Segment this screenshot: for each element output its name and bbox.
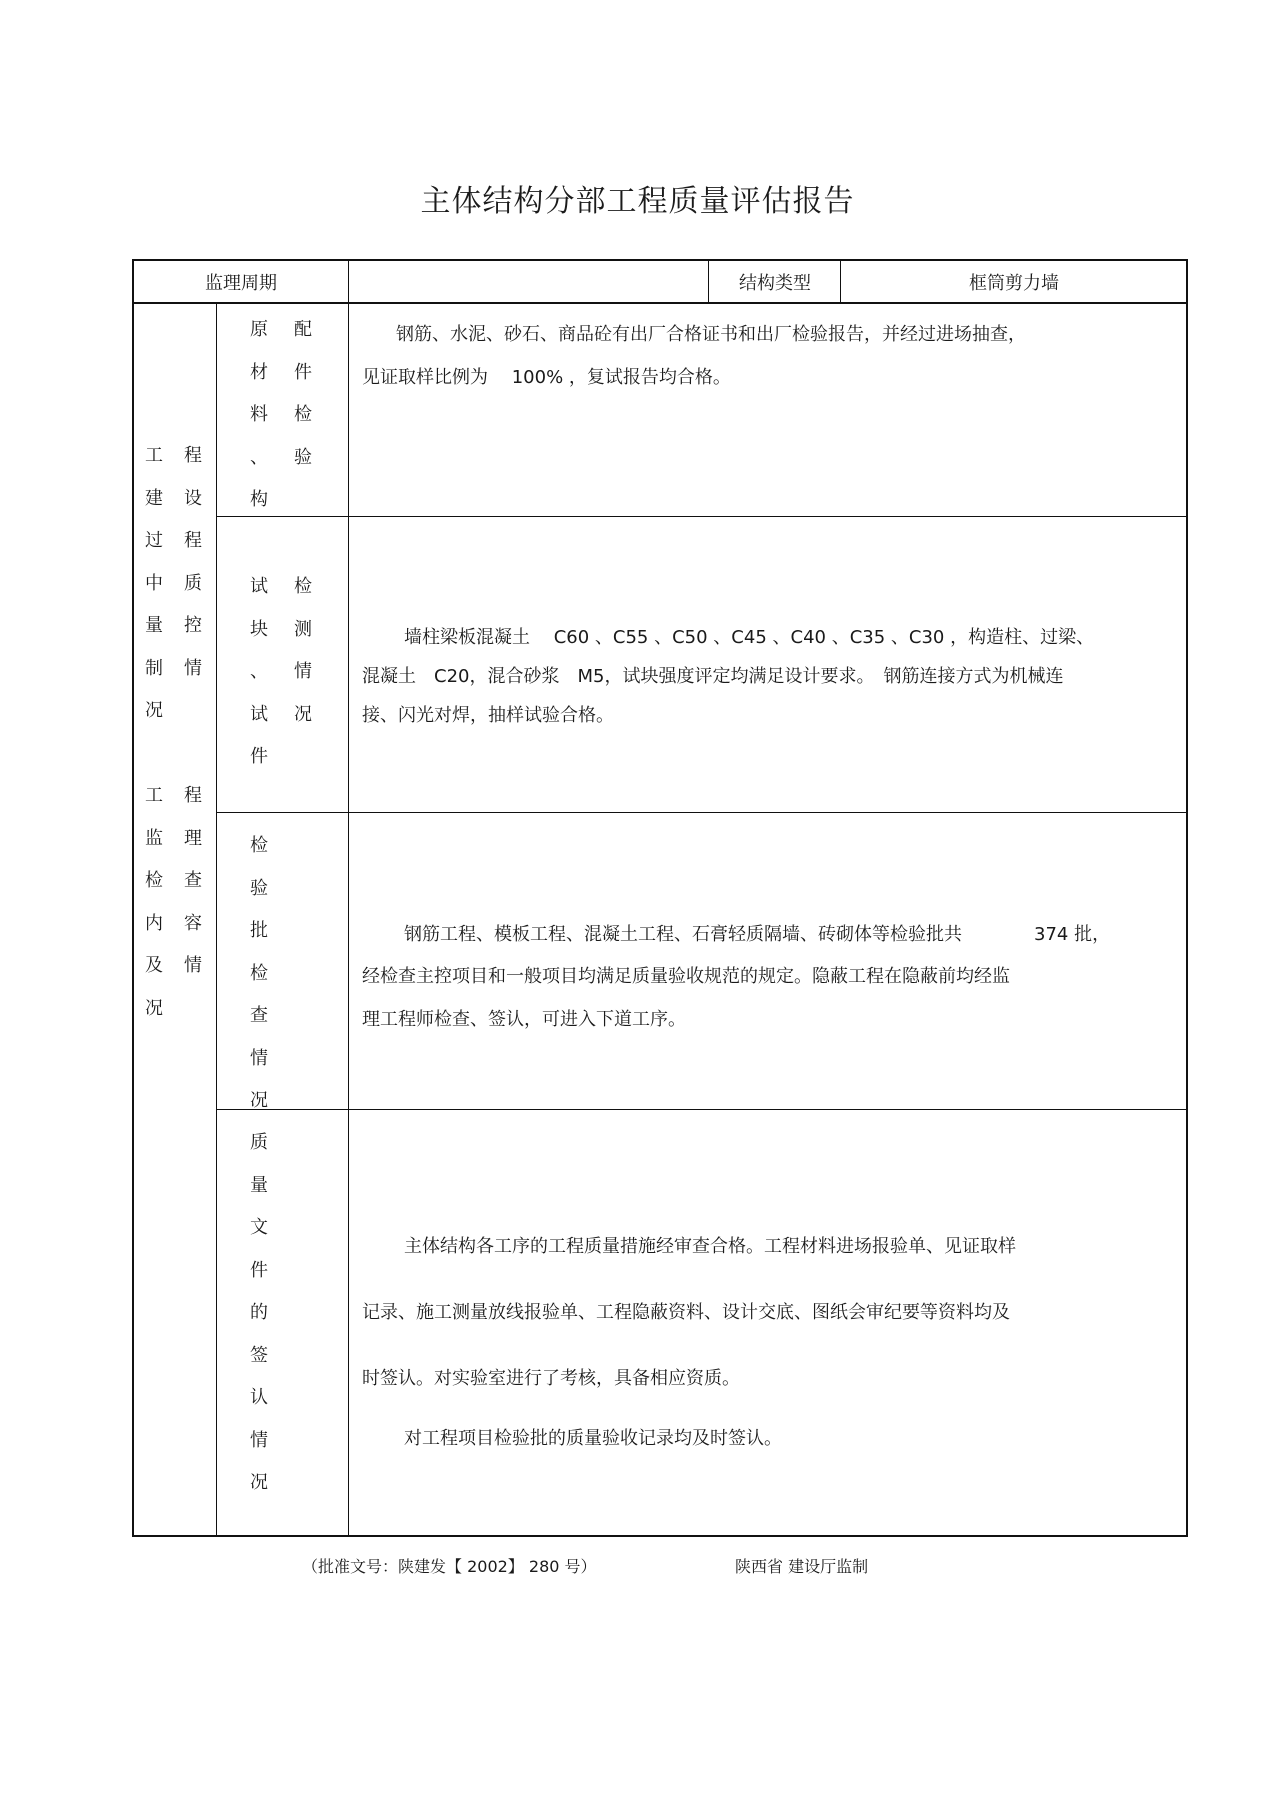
row4-label: 质 量 文 件 的 签 认 情 况 (250, 1132, 268, 1493)
row4-line-2: 记录、施工测量放线报验单、工程隐蔽资料、设计交底、图纸会审纪要等资料均及 (362, 1302, 1010, 1323)
row2-line-1: 墙柱梁板混凝土 C60 、C55 、C50 、C45 、C40 、C35 、C30 ，构造柱、过梁、 (404, 627, 1095, 648)
row4-line-4: 对工程项目检验批的质量验收记录均及时签认。 (404, 1428, 782, 1449)
row4-line-3: 时签认。对实验室进行了考核，具备相应资质。 (362, 1368, 740, 1389)
row1-label-left: 原 材 料 、 构 (250, 319, 268, 510)
row2-label-left: 试 块 、 试 件 (250, 576, 268, 767)
left-col-c: 工 监 检 内 及 况 (145, 785, 163, 1019)
row1-line-2: 见证取样比例为 100% ，复试报告均合格。 (362, 367, 731, 388)
row3-label: 检 验 批 检 查 情 况 (250, 835, 268, 1111)
approval-number: （批准文号：陕建发【 2002】 280 号） (302, 1557, 597, 1576)
row3-line-3: 理工程师检查、签认，可进入下道工序。 (362, 1009, 686, 1030)
left-col-d: 程 理 查 容 情 (184, 785, 202, 976)
row3-line-1: 钢筋工程、模板工程、混凝土工程、石膏轻质隔墙、砖砌体等检验批共 374 批， (404, 924, 1111, 945)
left-col-a: 工 建 过 中 量 制 况 (145, 445, 163, 721)
page-title: 主体结构分部工程质量评估报告 (420, 184, 855, 219)
structure-type-value: 框筒剪力墙 (969, 273, 1059, 294)
issuer-note: 陕西省 建设厅监制 (735, 1557, 869, 1576)
row2-label-right: 检 测 情 况 (294, 576, 312, 725)
period-label: 监理周期 (205, 273, 277, 294)
structure-type-label: 结构类型 (739, 273, 811, 294)
row2-line-2: 混凝土 C20，混合砂浆 M5，试块强度评定均满足设计要求。 钢筋连接方式为机械连 (362, 666, 1064, 687)
left-col-b: 程 设 程 质 控 情 (184, 445, 202, 679)
row1-line-1: 钢筋、水泥、砂石、商品砼有出厂合格证书和出厂检验报告，并经过进场抽查， (396, 324, 1026, 345)
row1-label-right: 配 件 检 验 (294, 319, 312, 468)
row4-line-1: 主体结构各工序的工程质量措施经审查合格。工程材料进场报验单、见证取样 (404, 1236, 1016, 1257)
row2-line-3: 接、闪光对焊，抽样试验合格。 (362, 705, 614, 726)
row3-line-2: 经检查主控项目和一般项目均满足质量验收规范的规定。隐蔽工程在隐蔽前均经监 (362, 966, 1010, 987)
